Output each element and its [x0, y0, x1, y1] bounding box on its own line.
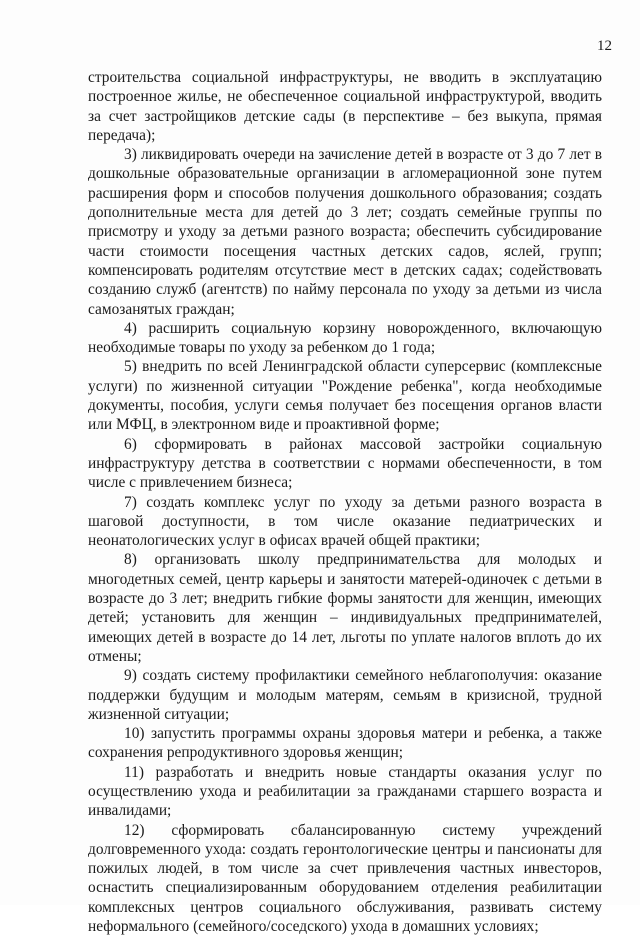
list-item: 7) создать комплекс услуг по уходу за детьми разного возраста в шаговой доступности, в том числе оказание педиатрических и неонатологических услуг в офисах врачей общей практики;	[88, 493, 602, 550]
document-body	[88, 68, 602, 936]
list-item: 3) ликвидировать очереди на зачисление детей в возрасте от 3 до 7 лет в дошкольные образовательные организации в агломерационной зоне путем расширения форм и способов получения дошкольного образования; создать дополнительные места для детей до 3 лет; создать семейные группы по присмотру и уходу за детьми разного возраста; обеспечить субсидирование части стоимости посещения частных детских садов, яслей, групп; компенсировать родителям отсутствие мест в детских садах; содействовать созданию служб (агентств) по найму персонала по уходу за детьми из числа самозанятых граждан;	[88, 146, 602, 318]
list-item: 4) расширить социальную корзину новорожденного, включающую необходимые товары по уходу за ребенком до 1 года;	[88, 319, 602, 357]
list-item: 8) организовать школу предпринимательства для молодых и многодетных семей, центр карьеры и занятости матерей-одиночек с детьми в возрасте до 3 лет; внедрить гибкие формы занятости для женщин, имеющих детей; установить для женщин – индивидуальных предпринимателей, имеющих детей в возрасте до 14 лет, льготы по уплате налогов вплоть до их отмены;	[88, 551, 602, 665]
list-item: 11) разработать и внедрить новые стандарты оказания услуг по осуществлению ухода и реабилитации за гражданами старшего возраста и инвалидами;	[88, 763, 602, 820]
list-item: 6) сформировать в районах массовой застройки социальную инфраструктуру детства в соответствии с нормами обеспеченности, в том числе с привлечением бизнеса;	[88, 435, 602, 492]
list-item: 9) создать систему профилактики семейного неблагополучия: оказание поддержки будущим и молодым матерям, семьям в кризисной, трудной жизненной ситуации;	[88, 667, 602, 723]
list-item: 12) сформировать сбалансированную систему учреждений долговременного ухода: создать геронтологические центры и пансионаты для пожилых людей, в том числе за счет привлечения частных инвесторов, оснастить специализированным оборудованием отделения реабилитации комплексных центров социального обслуживания, развивать систему неформального (семейного/соседского) ухода в домашних условиях;	[88, 821, 602, 936]
list-item: 5) внедрить по всей Ленинградской области суперсервис (комплексные услуги) по жизненной ситуации "Рождение ребенка", когда необходимые документы, пособия, услуги семья получает без посещения органов власти или МФЦ, в электронном виде и проактивной форме;	[88, 358, 602, 434]
page-number: 12	[597, 38, 612, 54]
list-item: 10) запустить программы охраны здоровья матери и ребенка, а также сохранения репродуктивного здоровья женщин;	[88, 725, 602, 762]
continuation-paragraph: строительства социальной инфраструктуры, не вводить в эксплуатацию построенное жилье, не обеспеченное социальной инфраструктурой, вводить за счет застройщиков детские сады (в перспективе – без выкупа, прямая передача);	[88, 69, 602, 144]
